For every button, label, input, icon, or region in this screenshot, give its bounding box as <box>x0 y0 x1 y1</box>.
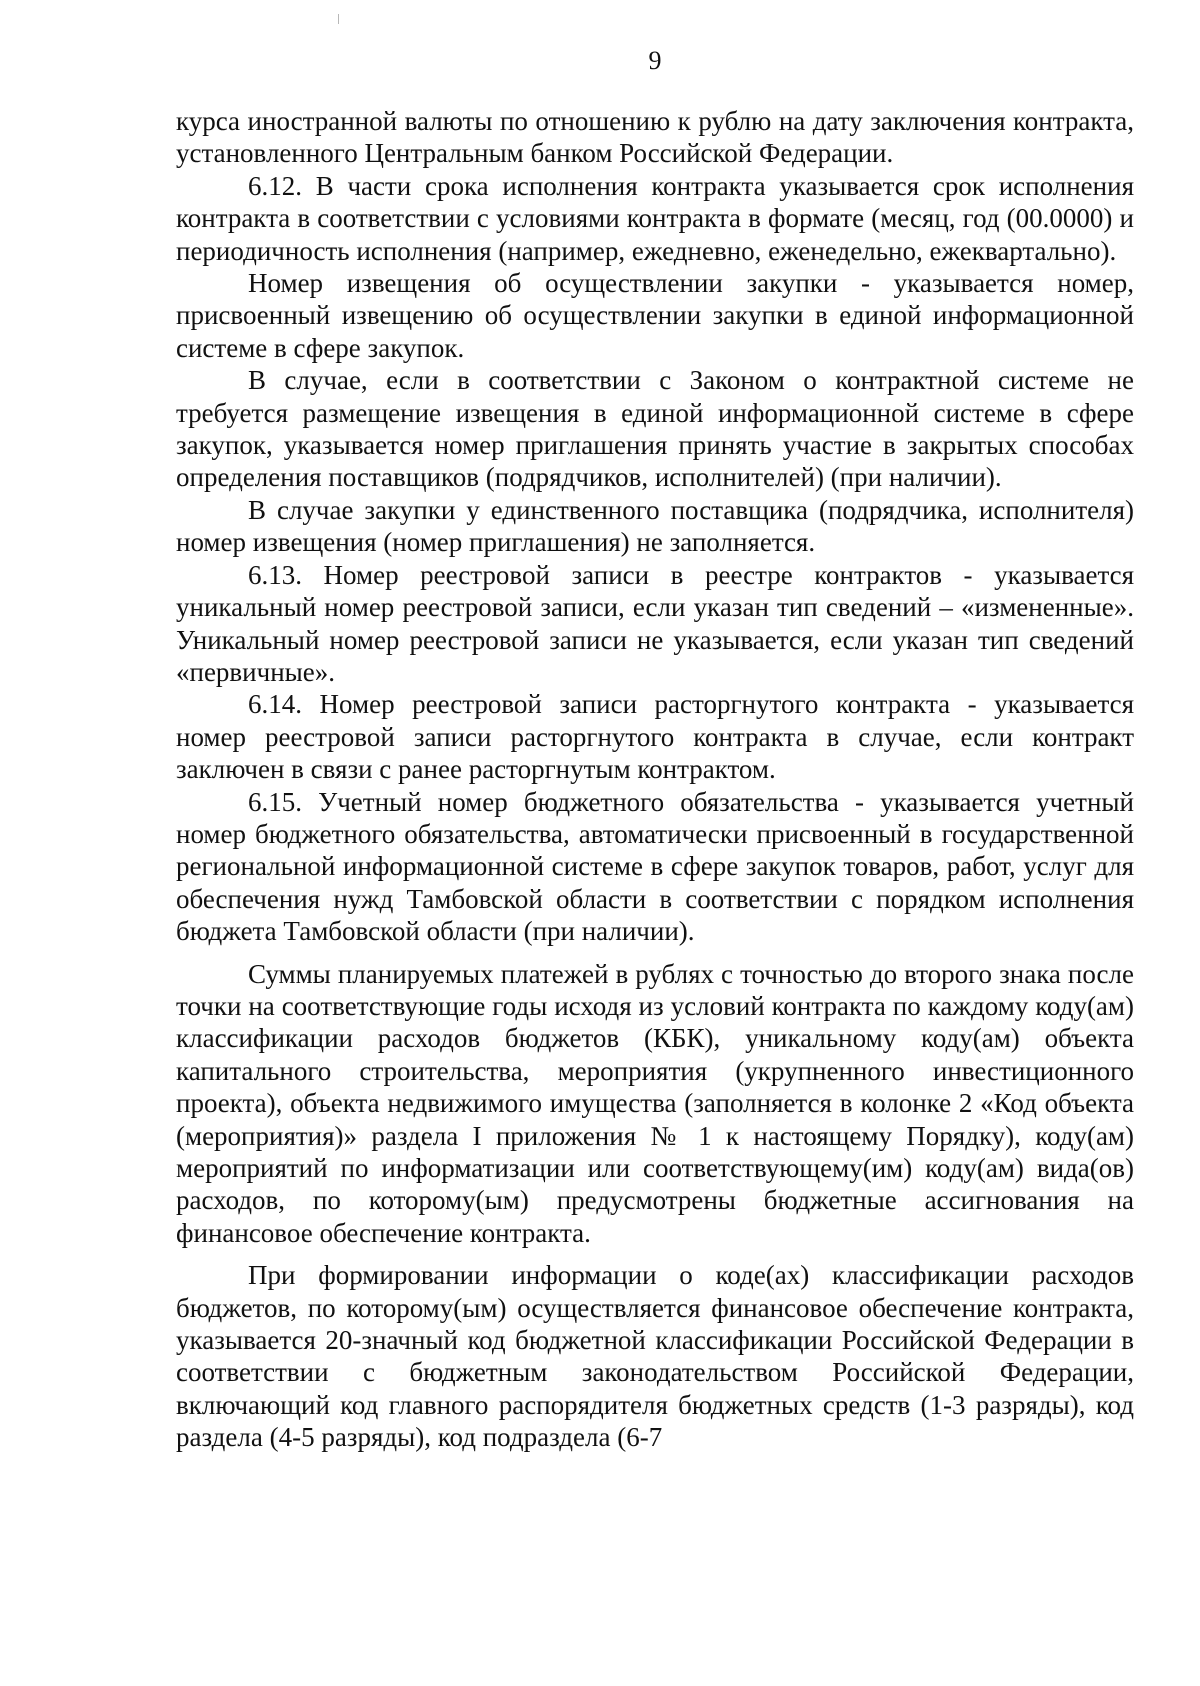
paragraph-6-15: 6.15. Учетный номер бюджетного обязательства - указывается учетный номер бюджетного обязательства, автоматически присвоенный в государственной региональной информационной системе в сфере закупок товаров, работ, услуг для обеспечения нужд Тамбовской области в соответствии с порядком исполнения бюджета Тамбовской области (при наличии). <box>176 786 1134 947</box>
paragraph-6-12: 6.12. В части срока исполнения контракта указывается срок исполнения контракта в соответствии с условиями контракта в формате (месяц, год (00.0000) и периодичность исполнения (например, ежедневно, еженедельно, ежеквартально). <box>176 170 1134 266</box>
paragraph-planned-payments: Суммы планируемых платежей в рублях с точностью до второго знака после точки на соответствующие годы исходя из условий контракта по каждому коду(ам) классификации расходов бюджетов (КБК), уникальному коду(ам) объекта капитального строительства, мероприятия (укрупненного инвестиционного проекта), объекта недвижимого имущества (заполняется в колонке 2 «Код объекта (мероприятия)» раздела I приложения № 1 к настоящему Порядку), коду(ам) мероприятий по информатизации или соответствующему(им) коду(ам) вида(ов) расходов, по которому(ым) предусмотрены бюджетные ассигнования на финансовое обеспечение контракта. <box>176 958 1134 1248</box>
paragraph-6-14: 6.14. Номер реестровой записи расторгнутого контракта - указывается номер реестровой записи расторгнутого контракта в случае, если контракт заключен в связи с ранее расторгнутым контрактом. <box>176 689 1134 785</box>
page-number: 9 <box>648 46 662 75</box>
paragraph-continuation: курса иностранной валюты по отношению к рублю на дату заключения контракта, установленного Центральным банком Российской Федерации. <box>176 106 1134 169</box>
paragraph-single-supplier: В случае закупки у единственного поставщика (подрядчика, исполнителя) номер извещения (номер приглашения) не заполняется. <box>176 494 1134 558</box>
paragraph-closed-procurement: В случае, если в соответствии с Законом о контрактной системе не требуется размещение извещения в единой информационной системе в сфере закупок, указывается номер приглашения принять участие в закрытых способах определения поставщиков (подрядчиков, исполнителей) (при наличии). <box>176 365 1134 493</box>
paragraph-6-13: 6.13. Номер реестровой записи в реестре контрактов - указывается уникальный номер реестровой записи, если указан тип сведений – «измененные». Уникальный номер реестровой записи не указывается, если указан тип сведений «первичные». <box>176 559 1134 687</box>
document-body <box>176 105 1134 1454</box>
paragraph-budget-classification: При формировании информации о коде(ах) классификации расходов бюджетов, по которому(ым) осуществляется финансовое обеспечение контракта, указывается 20-значный код бюджетной классификации Российской Федерации в соответствии с бюджетным законодательством Российской Федерации, включающий код главного распорядителя бюджетных средств (1-3 разряды), код раздела (4-5 разряды), код подраздела (6-7 <box>176 1260 1134 1453</box>
scan-mark <box>338 14 339 24</box>
paragraph-notice-number: Номер извещения об осуществлении закупки - указывается номер, присвоенный извещению об осуществлении закупки в единой информационной системе в сфере закупок. <box>176 268 1134 363</box>
